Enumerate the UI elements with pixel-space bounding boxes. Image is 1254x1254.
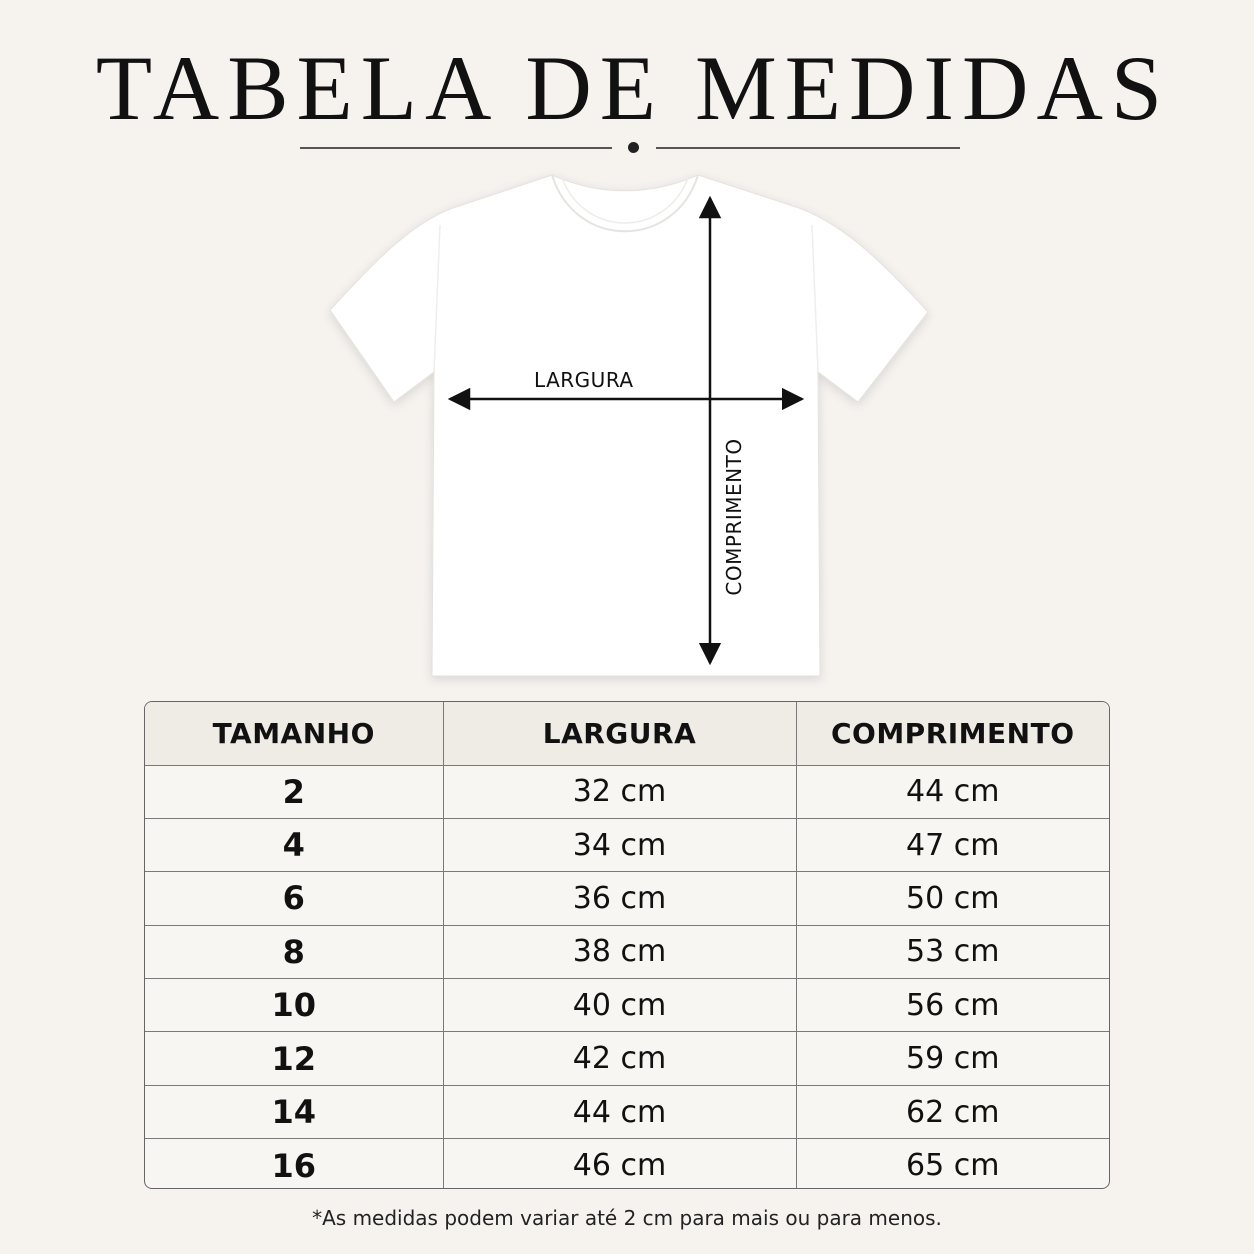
size-cell: 14 [145, 1085, 443, 1138]
table-header-row [145, 702, 1109, 765]
width-cell: 40 cm [443, 979, 796, 1032]
footnote: *As medidas podem variar até 2 cm para mais ou para menos. [312, 1206, 942, 1230]
size-cell: 10 [145, 979, 443, 1032]
table-row [145, 979, 1109, 1032]
width-cell: 32 cm [443, 765, 796, 818]
table-row [145, 1139, 1109, 1189]
length-cell: 50 cm [796, 872, 1109, 925]
table-row [145, 925, 1109, 978]
header-length: COMPRIMENTO [796, 702, 1109, 765]
length-label: COMPRIMENTO [722, 438, 746, 596]
table-row [145, 765, 1109, 818]
width-cell: 42 cm [443, 1032, 796, 1085]
length-cell: 65 cm [796, 1139, 1109, 1189]
length-cell: 53 cm [796, 925, 1109, 978]
length-cell: 59 cm [796, 1032, 1109, 1085]
size-cell: 6 [145, 872, 443, 925]
table-row [145, 1085, 1109, 1138]
length-cell: 62 cm [796, 1085, 1109, 1138]
width-cell: 46 cm [443, 1139, 796, 1189]
header-size: TAMANHO [145, 702, 443, 765]
length-cell: 47 cm [796, 818, 1109, 871]
width-cell: 36 cm [443, 872, 796, 925]
header-width: LARGURA [443, 702, 796, 765]
size-cell: 8 [145, 925, 443, 978]
table-row [145, 818, 1109, 871]
size-cell: 2 [145, 765, 443, 818]
page-title: TABELA DE MEDIDAS [95, 37, 1171, 139]
tshirt-icon [330, 175, 928, 676]
width-cell: 34 cm [443, 818, 796, 871]
table-row [145, 872, 1109, 925]
width-label: LARGURA [534, 368, 634, 392]
length-cell: 44 cm [796, 765, 1109, 818]
width-cell: 38 cm [443, 925, 796, 978]
table-row [145, 1032, 1109, 1085]
size-cell: 12 [145, 1032, 443, 1085]
width-cell: 44 cm [443, 1085, 796, 1138]
size-cell: 16 [145, 1139, 443, 1189]
length-cell: 56 cm [796, 979, 1109, 1032]
size-table [144, 701, 1110, 1189]
size-cell: 4 [145, 818, 443, 871]
